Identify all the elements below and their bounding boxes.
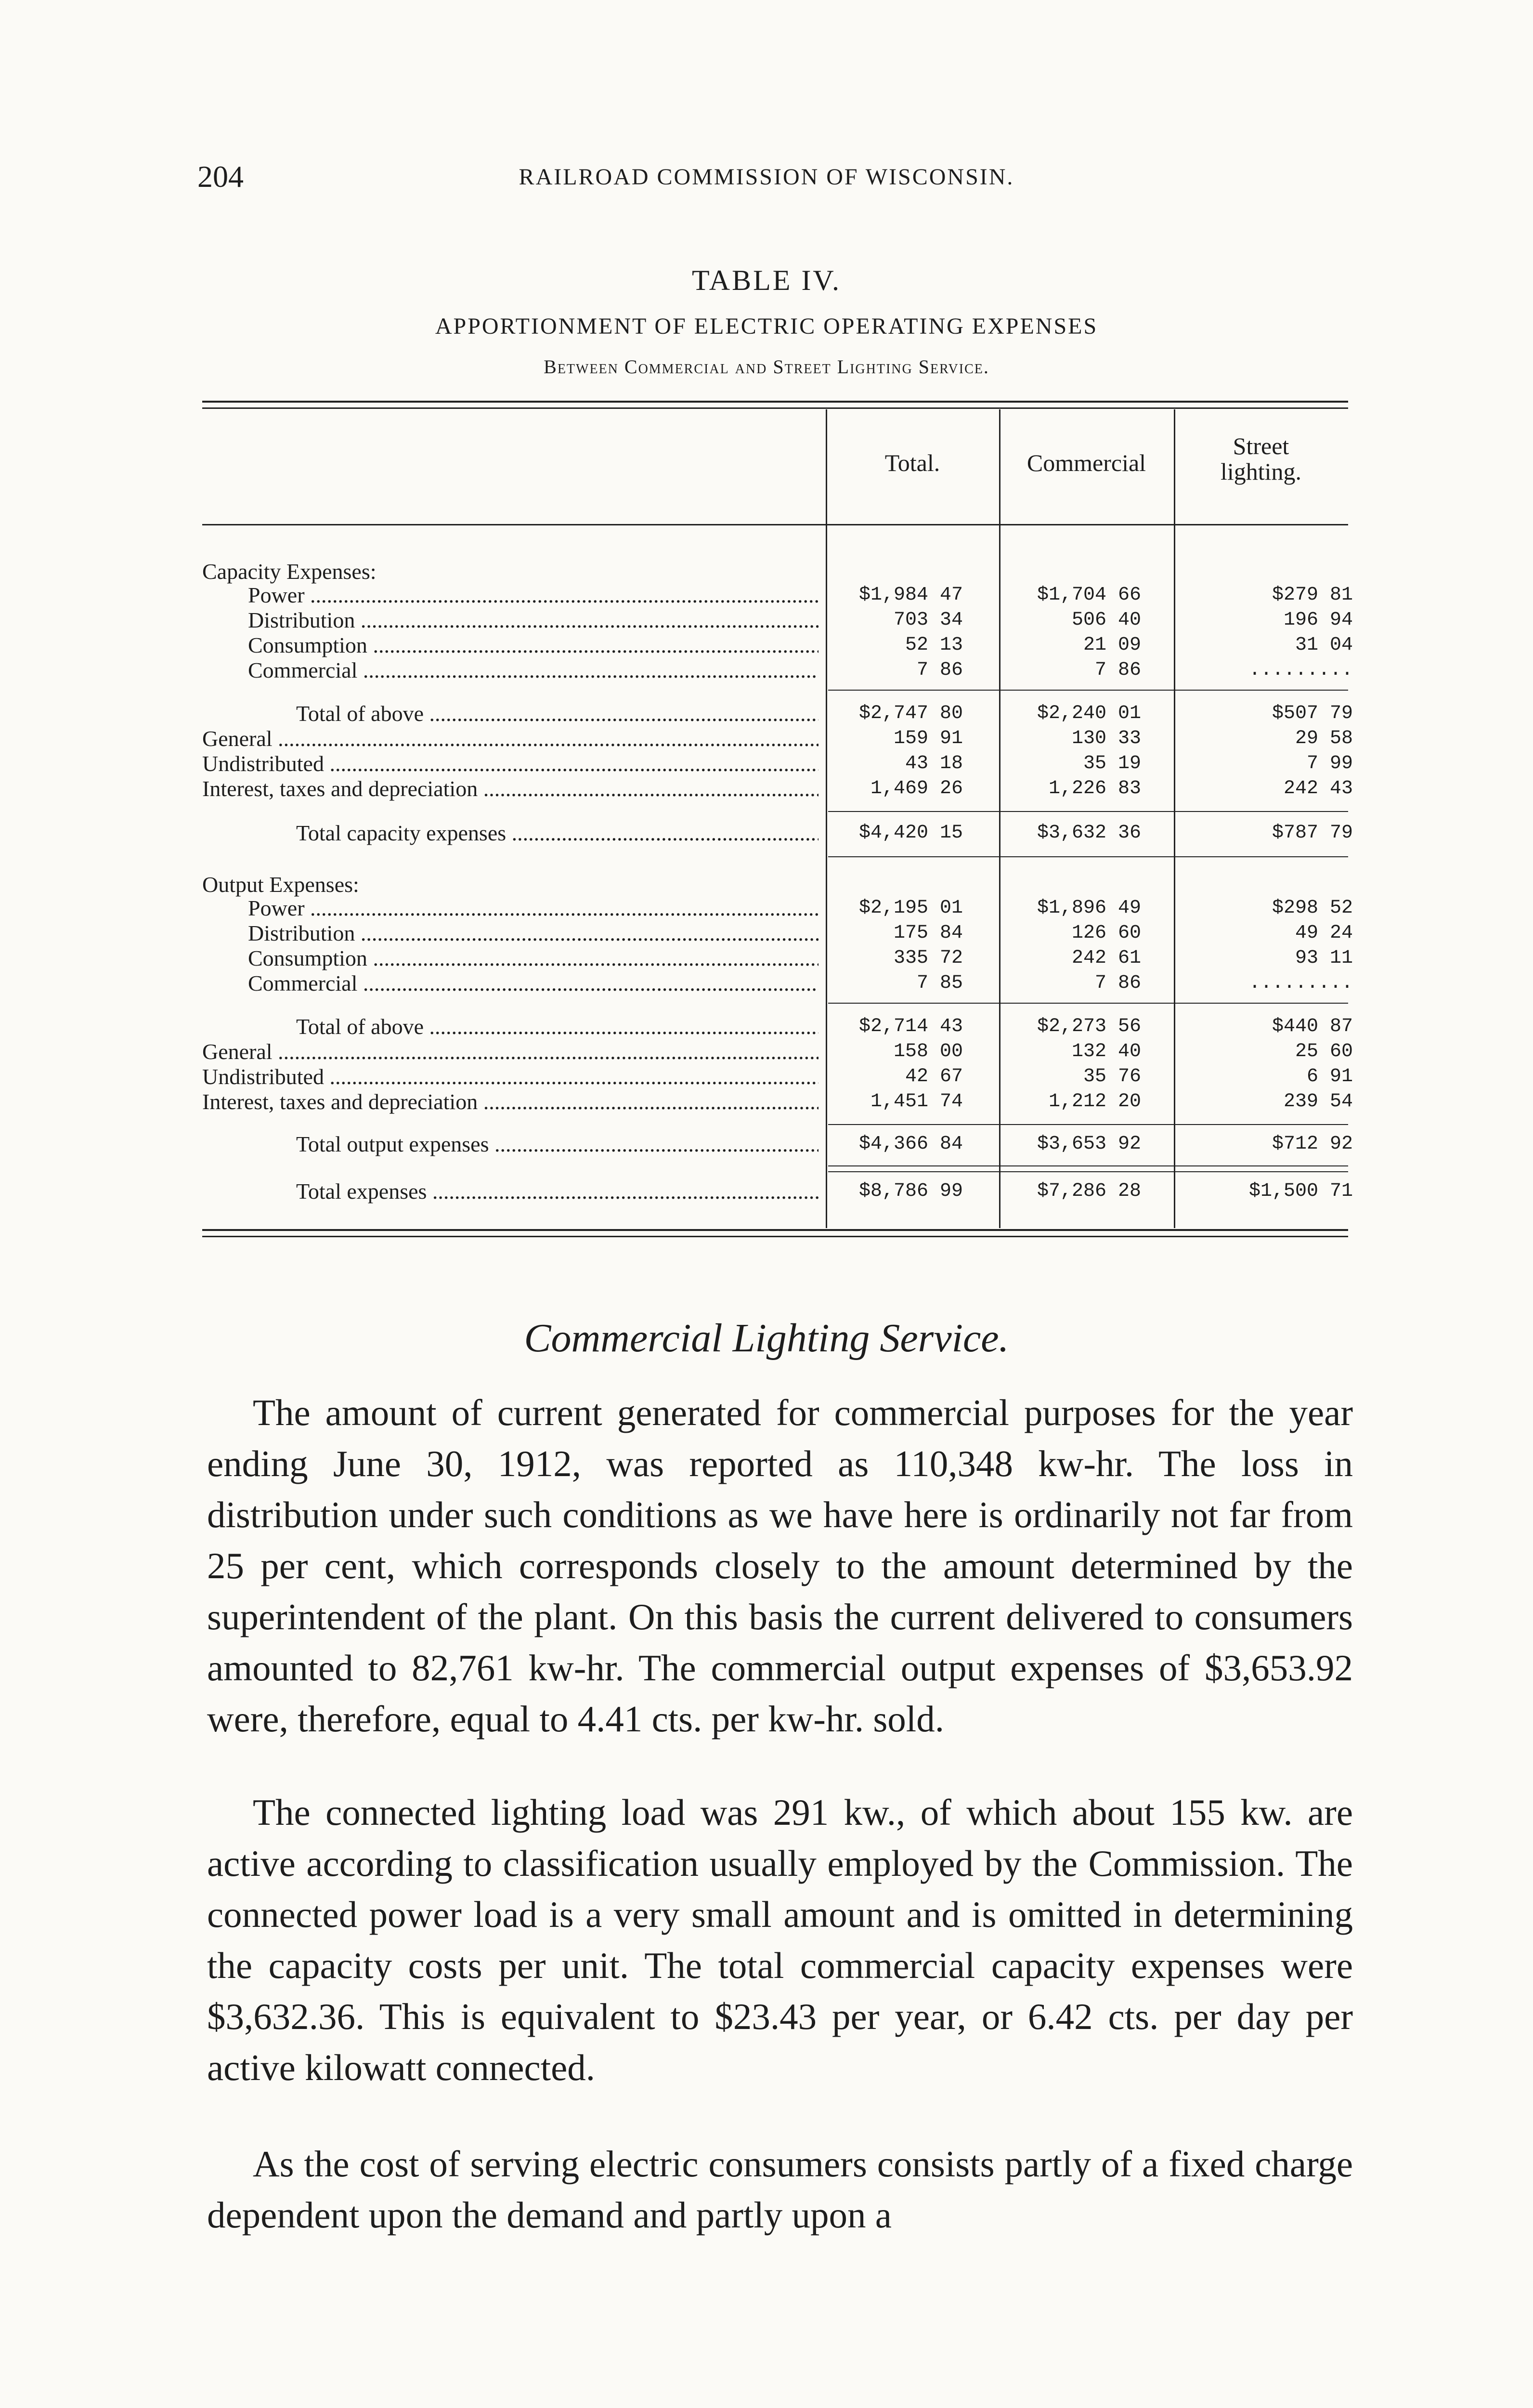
col-divider-2 <box>999 409 1000 1228</box>
row-label: Interest, taxes and depreciation ..... <box>202 776 818 801</box>
row-street: $712 92 <box>1272 1133 1353 1155</box>
row-street: 31 04 <box>1295 634 1353 656</box>
row-commercial: $1,704 66 <box>1037 584 1141 606</box>
row-street: 29 58 <box>1295 728 1353 749</box>
row-commercial: $7,286 28 <box>1037 1180 1141 1202</box>
row-commercial: $2,273 56 <box>1037 1016 1141 1037</box>
col-header-street-line2: lighting. <box>1220 458 1302 485</box>
row-total: 1,469 26 <box>870 778 963 799</box>
row-total: $1,984 47 <box>858 584 963 606</box>
table-subtitle-2: Between Commercial and Street Lighting Service. <box>544 356 989 378</box>
row-label: General ..... <box>202 1039 818 1064</box>
row-commercial: $3,653 92 <box>1037 1133 1141 1155</box>
row-commercial: 506 40 <box>1071 609 1141 631</box>
row-label: Distribution ..... <box>248 921 818 946</box>
subtotal-rule <box>828 811 1348 812</box>
row-commercial: $3,632 36 <box>1037 822 1141 844</box>
page-number: 204 <box>197 159 244 194</box>
row-commercial: $1,896 49 <box>1037 897 1141 919</box>
row-total: $2,195 01 <box>858 897 963 919</box>
row-label: Power ..... <box>248 583 818 608</box>
row-total: $2,747 80 <box>858 703 963 724</box>
row-label: Total output expenses ..... <box>296 1132 818 1157</box>
row-total: 159 91 <box>893 728 963 749</box>
row-total: 335 72 <box>893 947 963 969</box>
row-total: 7 85 <box>916 972 963 994</box>
row-commercial: 132 40 <box>1071 1041 1141 1062</box>
output-expenses-header: Output Expenses: <box>202 872 359 897</box>
row-street: ......... <box>1248 659 1353 681</box>
subtotal-rule <box>828 856 1348 857</box>
row-label: Distribution ..... <box>248 608 818 633</box>
capacity-expenses-header: Capacity Expenses: <box>202 559 377 584</box>
subtotal-rule <box>828 690 1348 691</box>
row-total: 175 84 <box>893 922 963 944</box>
running-title: RAILROAD COMMISSION OF WISCONSIN. <box>519 164 1014 190</box>
row-label: Commercial ..... <box>248 658 818 683</box>
paragraph: As the cost of serving electric consumers consists partly of a fixed charge dependent upon the demand and partly upon a <box>207 2143 1353 2236</box>
table-bottom-rule <box>202 1229 1348 1231</box>
row-label: Undistributed ..... <box>202 751 818 776</box>
row-label: Power ..... <box>248 896 818 921</box>
row-total: 7 86 <box>916 659 963 681</box>
row-label: Commercial ..... <box>248 971 818 996</box>
row-total: $8,786 99 <box>858 1180 963 1202</box>
row-label: Undistributed ..... <box>202 1064 818 1089</box>
row-total: $4,366 84 <box>858 1133 963 1155</box>
subtotal-rule <box>828 1171 1348 1172</box>
row-commercial: 21 09 <box>1083 634 1141 656</box>
header-bottom-rule <box>202 524 1348 525</box>
row-commercial: 126 60 <box>1071 922 1141 944</box>
row-label: Total expenses ..... <box>296 1179 818 1204</box>
row-total: $2,714 43 <box>858 1016 963 1037</box>
row-street: $1,500 71 <box>1248 1180 1353 1202</box>
paragraph: The amount of current generated for commercial purposes for the year ending June 30, 1912, was reported as 110,348 kw-hr. The loss in distribution under such conditions as we have here is ordinarily not far from 25 per cent, which corresponds closely to the amount determined by the superintendent of the plant. On this basis the current delivered to consumers amounted to 82,761 kw-hr. The commercial output expenses of $3,653.92 were, therefore, equal to 4.41 cts. per kw-hr. sold. <box>207 1392 1353 1740</box>
row-total: 1,451 74 <box>870 1091 963 1112</box>
row-street: $440 87 <box>1272 1016 1353 1037</box>
row-street: 25 60 <box>1295 1041 1353 1062</box>
row-commercial: 7 86 <box>1094 972 1141 994</box>
col-header-street-line1: Street <box>1233 432 1289 459</box>
row-label: Total capacity expenses ..... <box>296 821 818 846</box>
row-street: $787 79 <box>1272 822 1353 844</box>
row-commercial: 130 33 <box>1071 728 1141 749</box>
row-label: Consumption ..... <box>248 633 818 658</box>
row-total: 42 67 <box>905 1066 963 1087</box>
row-street: 196 94 <box>1283 609 1353 631</box>
row-commercial: 1,212 20 <box>1048 1091 1141 1112</box>
row-commercial: 242 61 <box>1071 947 1141 969</box>
subtotal-rule <box>828 1124 1348 1125</box>
row-commercial: 35 76 <box>1083 1066 1141 1087</box>
section-heading: Commercial Lighting Service. <box>524 1316 1009 1361</box>
table-subtitle: APPORTIONMENT OF ELECTRIC OPERATING EXPENSES <box>435 314 1098 339</box>
row-commercial: 35 19 <box>1083 753 1141 774</box>
row-street: 93 11 <box>1295 947 1353 969</box>
col-header-total: Total. <box>884 449 940 476</box>
row-label: Total of above ..... <box>296 1014 818 1039</box>
col-divider-3 <box>1174 409 1175 1228</box>
row-total: $4,420 15 <box>858 822 963 844</box>
row-street: $279 81 <box>1272 584 1353 606</box>
row-total: 52 13 <box>905 634 963 656</box>
row-total: 703 34 <box>893 609 963 631</box>
subtotal-rule <box>828 1003 1348 1004</box>
row-street: 7 99 <box>1306 753 1353 774</box>
row-commercial: 1,226 83 <box>1048 778 1141 799</box>
row-street: 6 91 <box>1306 1066 1353 1087</box>
row-total: 158 00 <box>893 1041 963 1062</box>
row-label: Interest, taxes and depreciation ..... <box>202 1089 818 1114</box>
row-total: 43 18 <box>905 753 963 774</box>
col-header-street <box>1174 433 1348 484</box>
row-street: 239 54 <box>1283 1091 1353 1112</box>
table-bottom-rule-2 <box>202 1236 1348 1237</box>
row-label: Consumption ..... <box>248 946 818 971</box>
row-street: $298 52 <box>1272 897 1353 919</box>
row-commercial: 7 86 <box>1094 659 1141 681</box>
row-label: Total of above ..... <box>296 701 818 726</box>
subtotal-rule <box>828 1165 1348 1166</box>
row-street: $507 79 <box>1272 703 1353 724</box>
paragraph: The connected lighting load was 291 kw., of which about 155 kw. are active according to classification usually employed by the Commission. The connected power load is a very small amount and is omitted in determining the capacity costs per unit. The total commercial capacity expenses were $3,632.36. This is equivalent to $23.43 per year, or 6.42 cts. per day per active kilowatt connected. <box>207 1792 1353 2088</box>
row-label: General ..... <box>202 726 818 751</box>
row-street: 242 43 <box>1283 778 1353 799</box>
row-street: 49 24 <box>1295 922 1353 944</box>
row-commercial: $2,240 01 <box>1037 703 1141 724</box>
row-street: ......... <box>1248 972 1353 994</box>
table-title: TABLE IV. <box>691 264 842 296</box>
col-header-commercial: Commercial <box>1026 449 1146 476</box>
